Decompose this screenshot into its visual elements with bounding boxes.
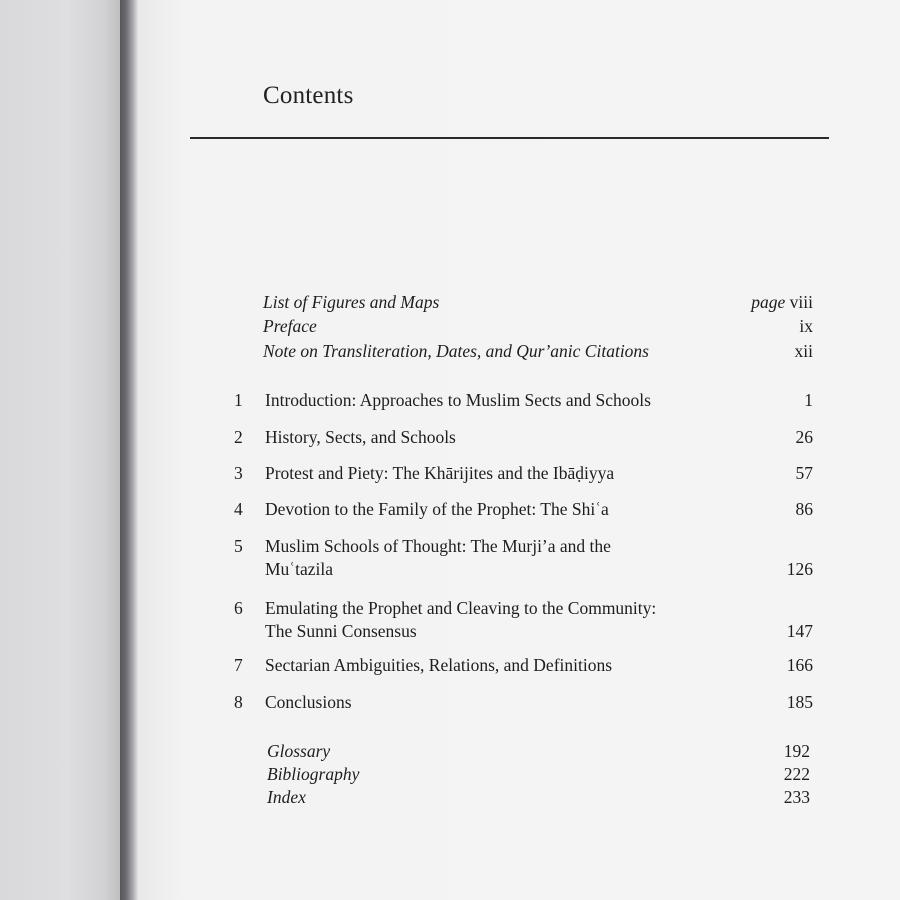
toc-page-number: xii bbox=[794, 341, 813, 361]
chapter-title: Muslim Schools of Thought: The Murjiʼa and the bbox=[265, 536, 611, 556]
chapter-title: Devotion to the Family of the Prophet: The Shiʿa bbox=[265, 499, 609, 519]
toc-page-number: ix bbox=[799, 316, 813, 336]
toc-page-number: 192 bbox=[783, 741, 810, 761]
chapter-number: 1 bbox=[234, 390, 243, 410]
heading-rule bbox=[190, 137, 829, 139]
chapter-number: 2 bbox=[234, 427, 243, 447]
toc-page-number: 57 bbox=[795, 463, 813, 483]
toc-entry-label: Note on Transliteration, Dates, and Qurʼanic Citations bbox=[263, 341, 649, 361]
chapter-title-line2: The Sunni Consensus bbox=[265, 621, 417, 641]
chapter-number: 7 bbox=[234, 655, 243, 675]
toc-page-number: 26 bbox=[795, 427, 813, 447]
toc-entry-label: Bibliography bbox=[267, 764, 360, 784]
chapter-number: 3 bbox=[234, 463, 243, 483]
toc-page-number: 185 bbox=[786, 692, 813, 712]
chapter-title: History, Sects, and Schools bbox=[265, 427, 456, 447]
page-title: Contents bbox=[263, 82, 354, 109]
left-page bbox=[0, 0, 122, 900]
toc-page-number: 222 bbox=[783, 764, 810, 784]
chapter-number: 6 bbox=[234, 598, 243, 618]
chapter-title: Conclusions bbox=[265, 692, 352, 712]
book-gutter bbox=[120, 0, 138, 900]
chapter-title-line2: Muʿtazila bbox=[265, 559, 334, 579]
chapter-title: Emulating the Prophet and Cleaving to the Community: bbox=[265, 598, 657, 618]
toc-entry-label: Index bbox=[267, 787, 306, 807]
toc-page-number: 1 bbox=[804, 390, 813, 410]
toc-page-number: 233 bbox=[783, 787, 810, 807]
toc-entry-label: Glossary bbox=[267, 741, 331, 761]
toc-entry-label: Preface bbox=[263, 316, 317, 336]
chapter-number: 4 bbox=[234, 499, 243, 519]
toc-entry-label: List of Figures and Maps bbox=[263, 292, 440, 312]
toc-page-number: 166 bbox=[786, 655, 813, 675]
chapter-number: 5 bbox=[234, 536, 243, 556]
chapter-number: 8 bbox=[234, 692, 243, 712]
chapter-title: Protest and Piety: The Khārijites and the Ibāḍiyya bbox=[265, 463, 615, 483]
toc-page-number: 126 bbox=[786, 559, 813, 579]
chapter-title: Sectarian Ambiguities, Relations, and Definitions bbox=[265, 655, 613, 675]
toc-page-number: 86 bbox=[795, 499, 813, 519]
chapter-title: Introduction: Approaches to Muslim Sects and Schools bbox=[265, 390, 651, 410]
toc-page-number: page viii bbox=[751, 292, 813, 312]
toc-page-number: 147 bbox=[786, 621, 813, 641]
